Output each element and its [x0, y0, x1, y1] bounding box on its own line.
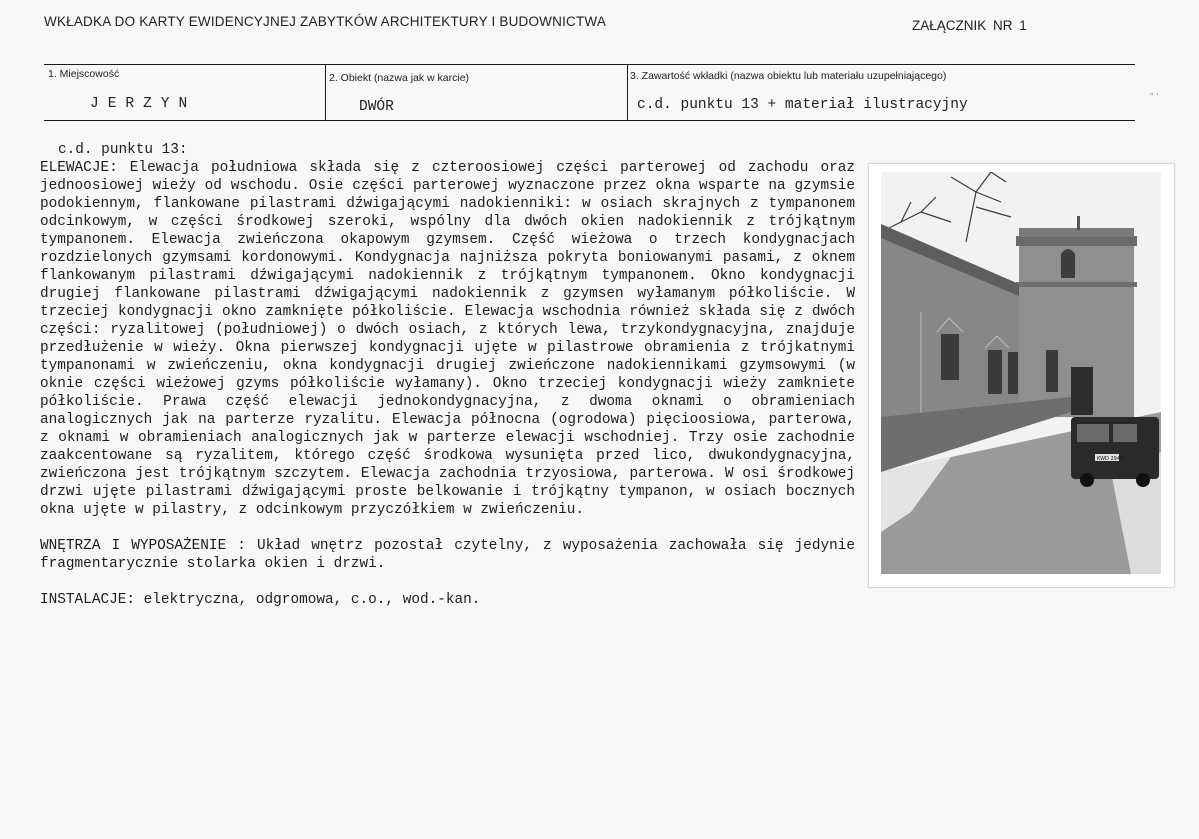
form-bottom-rule	[44, 120, 1135, 121]
scan-mark: " '	[1150, 92, 1159, 103]
contents-label: 3. Zawartość wkładki (nazwa obiektu lub materiału uzupełniającego)	[630, 70, 947, 82]
description-body	[40, 141, 855, 609]
elevations-paragraph: ELEWACJE: Elewacja południowa składa się z czteroosiowej części parterowej od zachodu oraz jednoosiowej wieży od wschodu. Osie części parterowej wyznaczone przez okna wsparte na gzymsie podokiennym, flankowane pilastrami dźwigającymi nadokienniki: w osiach skrajnych z tympanonem odcinkowym, w części środkowej szeroki, wspólny dla dwóch okien nadokiennik z trójkątnym tympanonem. Elewacja zwieńczona okapowym gzymsem. Część wieżowa o trzech kondygnacjach rozdzielonych gzymsami kordonowymi. Kondygnacja najniższa pokryta boniowanymi pasami, z oknem flankowanym pilastrami dźwigającymi nadokiennik z trójkątnym tympanonem. Okno kondygnacji drugiej flankowane pilastrami dźwigającymi nadokiennik z gzymsen wyłamanym półkoliście. W trzeciej kondygnacji okno zamknięte półkoliście. Elewacja wschodnia również składa się z dwóch części: ryzalitowej (południowej) o dwóch osiach, z których lewa, trzykondygnacyjna, znajduje przedłużenie w wieży. Okna pierwszej kondygnacji ujęte w pilastrowe obramienia z trójkatnymi tympanonami w zwieńczeniu, okna kondygnacji drugiej zwieńczone nadokiennikami gzymsowymi (w oknie części wieżowej gzyms półkoliście wyłamany). Okno trzeciej kondygnacji wieży zamkniete półkoliście. Prawa część elewacji jednokondygnacyjna, z dwoma oknami o obramieniach analogicznych jak na parterze ryzalitu. Elewacja północna (ogrodowa) pięcioosiowa, parterowa, z oknami w obramieniach analogicznych jak w parterze elewacji wschodniej. Trzy osie zachodnie zaakcentowane są ryzalitem, którego część środkowa wysunięta przed lico, dwukondygnacyjna, zwieńczona jest trójkątnym szczytem. Elewacja zachodnia trzyosiowa, parterowa. W osi środkowej drzwi ujęte pilastrami dźwigającymi proste belkowanie i trójkątny tympanon, w osiach bocznych okna ujęte w pilastry, z odcinkowym przyczółkiem w zwieńczeniu.	[40, 160, 855, 518]
form-top-rule	[44, 64, 1135, 65]
van	[1071, 417, 1159, 487]
locality-label: 1. Miejscowość	[48, 68, 120, 80]
manor-photo	[881, 172, 1161, 574]
continuation-heading: c.d. punktu 13:	[58, 142, 188, 158]
van-plate: KWD 2944	[1097, 456, 1124, 462]
locality-value: JERZYN	[90, 96, 197, 112]
object-label: 2. Obiekt (nazwa jak w karcie)	[329, 72, 470, 84]
form-divider-2	[627, 64, 628, 121]
document-title: WKŁADKA DO KARTY EWIDENCYJNEJ ZABYTKÓW ARCHITEKTURY I BUDOWNICTWA	[44, 14, 607, 29]
photo-frame	[868, 163, 1175, 588]
manor-photo-drawing	[881, 172, 1161, 574]
tower-door	[1071, 367, 1093, 415]
form-divider-1	[325, 64, 326, 121]
annex-number: ZAŁĄCZNIK NR 1	[912, 18, 1027, 33]
installations-paragraph: INSTALACJE: elektryczna, odgromowa, c.o., wod.-kan.	[40, 592, 481, 608]
contents-value: c.d. punktu 13 + materiał ilustracyjny	[637, 97, 968, 113]
object-value: DWÓR	[359, 99, 394, 115]
interiors-paragraph: WNĘTRZA I WYPOSAŻENIE : Układ wnętrz pozostał czytelny, z wyposażenia zachowała się jedynie fragmentarycznie stolarka okien i drzwi.	[40, 538, 855, 572]
